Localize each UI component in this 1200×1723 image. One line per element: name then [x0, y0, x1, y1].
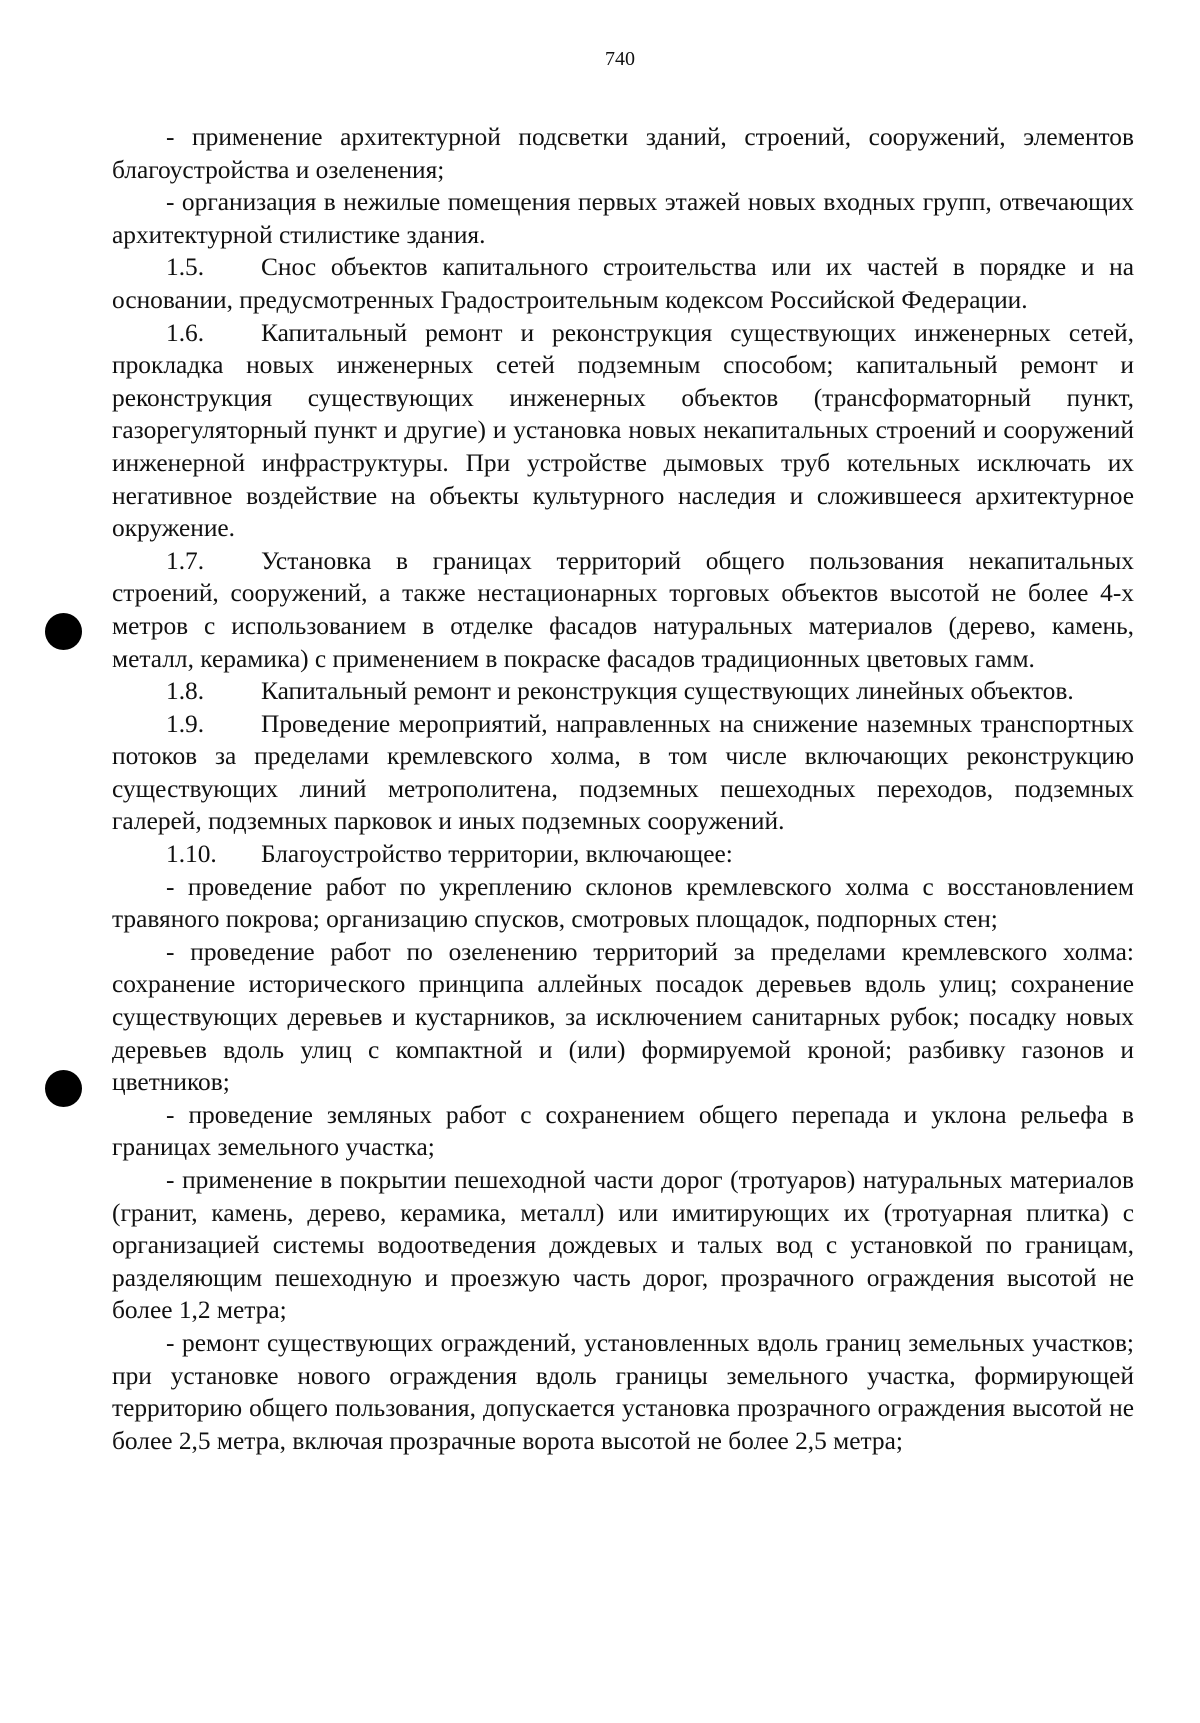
- paragraph-text: - проведение работ по укреплению склонов кремлевского холма с восстановлением травяного покрова; организацию спусков, смотровых площадок, подпорных стен;: [112, 872, 1134, 934]
- paragraph-text: Благоустройство территории, включающее:: [261, 840, 733, 869]
- paragraph-number: 1.7.: [166, 546, 205, 575]
- paragraph-number: 1.10.: [166, 840, 217, 869]
- paragraph-number: 1.8.: [166, 677, 205, 706]
- paragraph-text: Проведение мероприятий, направленных на снижение наземных транспортных потоков за пределами кремлевского холма, в том числе включающих реконструкцию существующих линий метрополитена, подземных пешеходных переходов, подземных галерей, подземных парковок и иных подземных сооружений.: [112, 709, 1134, 836]
- paragraph-text: Капитальный ремонт и реконструкция существующих линейных объектов.: [261, 677, 1074, 706]
- paragraph-text: - применение архитектурной подсветки зданий, строений, сооружений, элементов благоустройства и озеленения;: [112, 123, 1134, 184]
- paragraph-bullet: [112, 1099, 1134, 1164]
- paragraph-numbered: [112, 317, 1134, 545]
- hole-punch-mark: [45, 613, 82, 650]
- paragraph-bullet: [112, 186, 1134, 251]
- paragraph-text: - проведение земляных работ с сохранением общего перепада и уклона рельефа в границах земельного участка;: [112, 1100, 1134, 1162]
- paragraph-bullet: [112, 871, 1134, 936]
- paragraph-text: - применение в покрытии пешеходной части дорог (тротуаров) натуральных материалов (гранит, камень, дерево, керамика, металл) или имитирующих их (тротуарная плитка) с организацией системы водоотведения дождевых и талых вод с установкой по границам, разделяющим пешеходную и проезжую часть дорог, прозрачного ограждения высотой не более 1,2 метра;: [112, 1166, 1134, 1325]
- paragraph-numbered: [112, 838, 1134, 871]
- document-body: [112, 121, 1134, 1457]
- paragraph-numbered: [112, 675, 1134, 708]
- paragraph-bullet: [112, 1327, 1134, 1457]
- paragraph-numbered: [112, 251, 1134, 316]
- paragraph-numbered: [112, 545, 1134, 675]
- paragraph-number: 1.5.: [166, 253, 205, 282]
- hole-punch-mark: [45, 1070, 82, 1107]
- paragraph-text: Снос объектов капитального строительства или их частей в порядке и на основании, предусмотренных Градостроительным кодексом Российской Федерации.: [112, 253, 1134, 314]
- paragraph-numbered: [112, 708, 1134, 838]
- paragraph-text: Установка в границах территорий общего пользования некапитальных строений, сооружений, а также нестационарных торговых объектов высотой не более 4-х метров с использованием в отделке фасадов натуральных материалов (дерево, камень, металл, керамика) с применением в покраске фасадов традиционных цветовых гамм.: [112, 546, 1134, 673]
- page-number: 740: [605, 48, 635, 70]
- paragraph-bullet: [112, 1164, 1134, 1327]
- paragraph-number: 1.6.: [166, 318, 205, 347]
- paragraph-bullet: [112, 121, 1134, 186]
- paragraph-text: - ремонт существующих ограждений, установленных вдоль границ земельных участков; при установке нового ограждения вдоль границы земельного участка, формирующей территорию общего пользования, допускается установка прозрачного ограждения высотой не более 2,5 метра, включая прозрачные ворота высотой не более 2,5 метра;: [112, 1328, 1134, 1455]
- paragraph-text: - проведение работ по озеленению территорий за пределами кремлевского холма: сохранение исторического принципа аллейных посадок деревьев вдоль улиц; сохранение существующих деревьев и кустарников, за исключением санитарных рубок; посадку новых деревьев вдоль улиц с компактной и (или) формируемой кроной; разбивку газонов и цветников;: [112, 937, 1134, 1097]
- paragraph-bullet: [112, 936, 1134, 1099]
- paragraph-text: - организация в нежилые помещения первых этажей новых входных групп, отвечающих архитектурной стилистике здания.: [112, 188, 1134, 249]
- paragraph-text: Капитальный ремонт и реконструкция существующих инженерных сетей, прокладка новых инженерных сетей подземным способом; капитальный ремонт и реконструкция существующих инженерных объектов (трансформаторный пункт, газорегуляторный пункт и другие) и установка новых некапитальных строений и сооружений инженерной инфраструктуры. При устройстве дымовых труб котельных исключать их негативное воздействие на объекты культурного наследия и сложившееся архитектурное окружение.: [112, 318, 1134, 543]
- paragraph-number: 1.9.: [166, 709, 205, 738]
